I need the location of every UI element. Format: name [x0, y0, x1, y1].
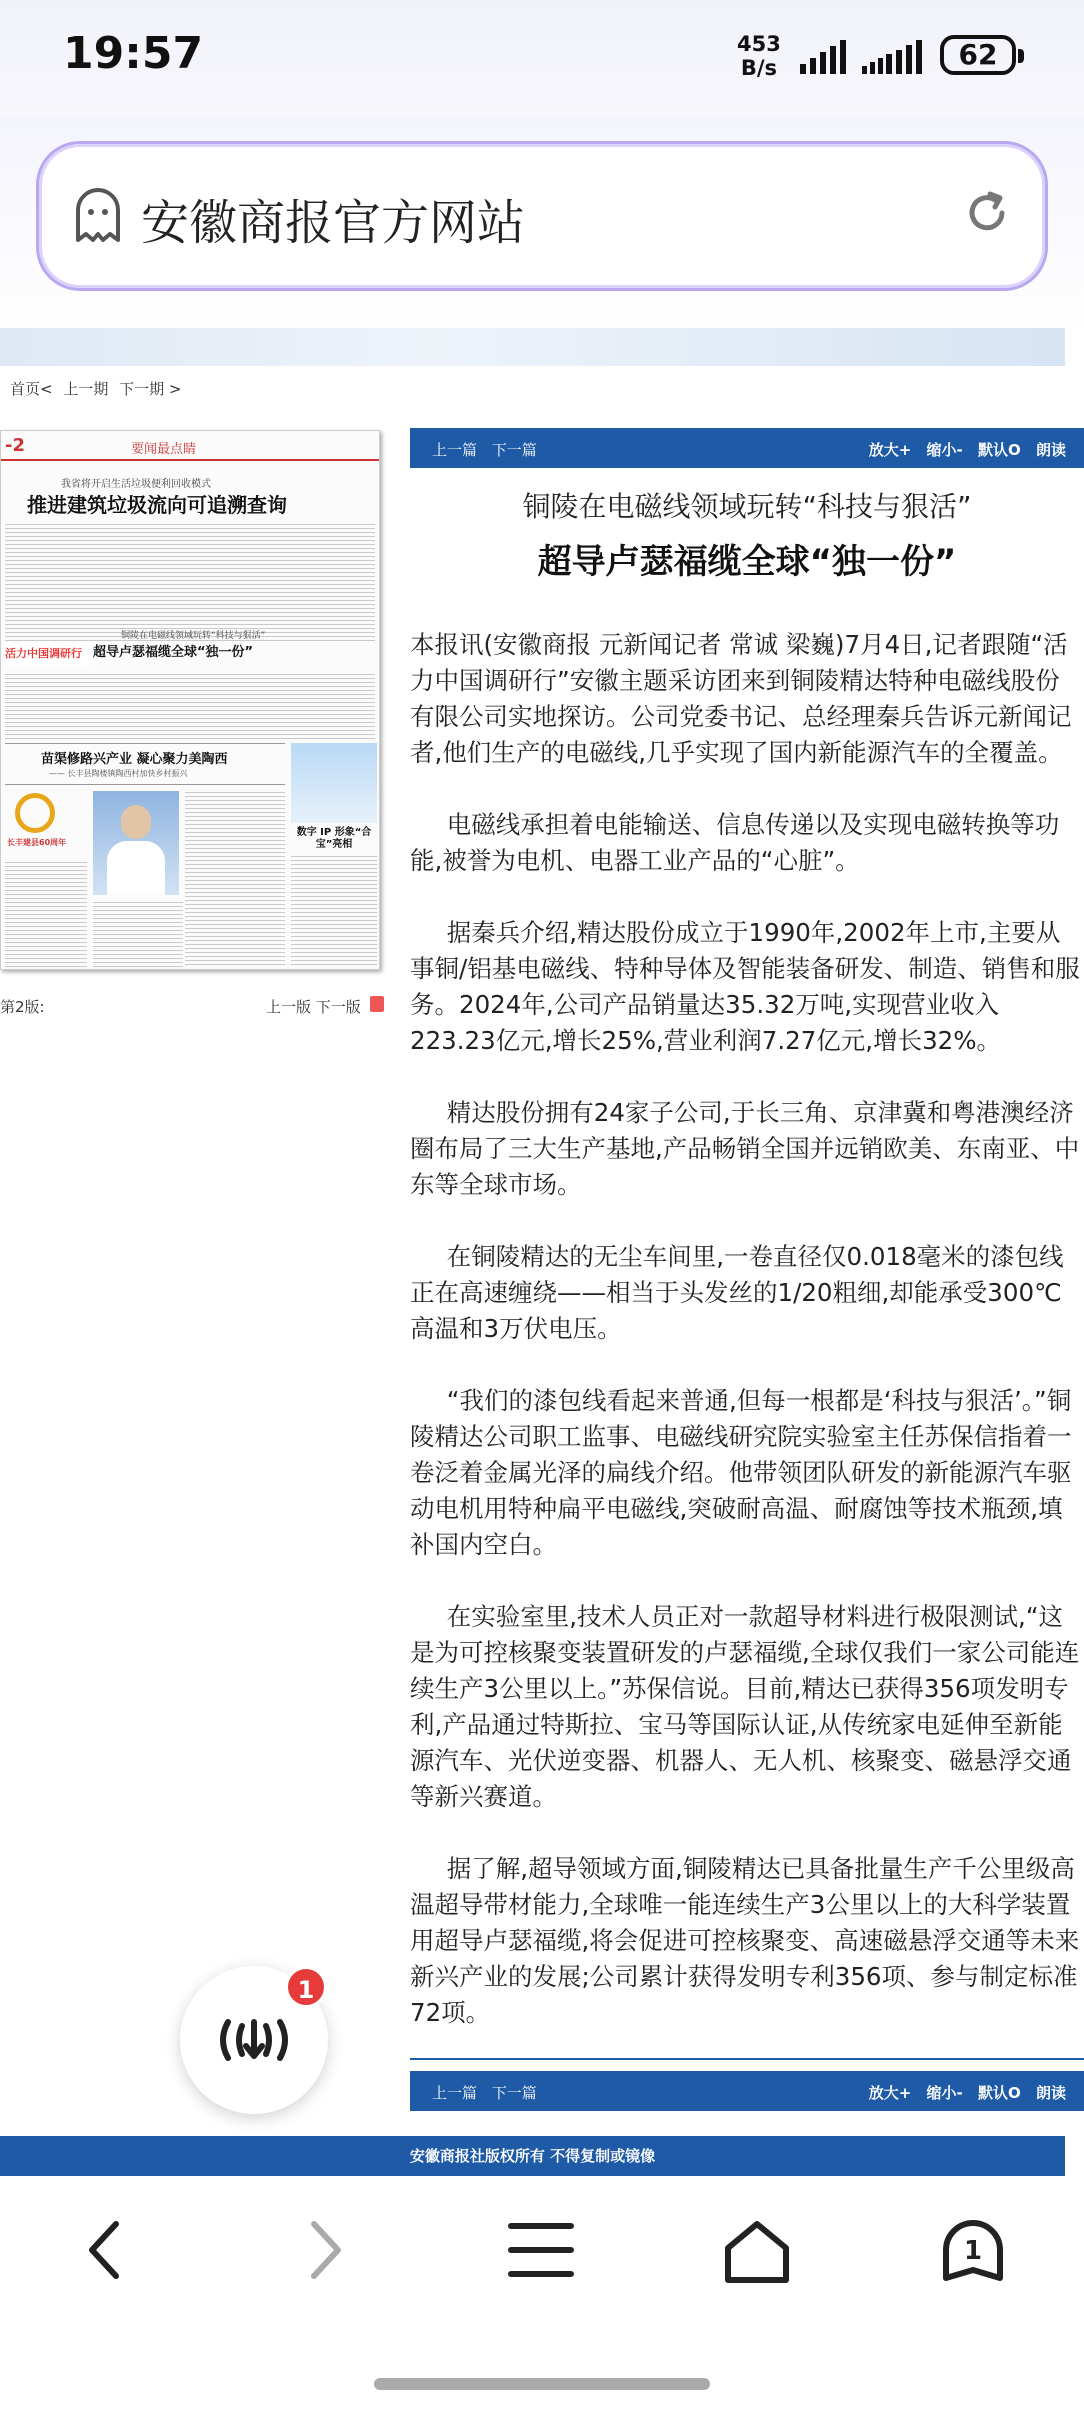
- notification-badge: 1: [285, 1966, 327, 2008]
- menu-icon[interactable]: [508, 2220, 574, 2280]
- next-article-link[interactable]: 下一篇: [491, 2084, 537, 2102]
- thumb-header: -2 要闻最点睛: [1, 431, 380, 461]
- zoom-in-button[interactable]: 放大+: [868, 441, 912, 459]
- article-subtitle: 铜陵在电磁线领域玩转“科技与狠活”: [522, 490, 972, 523]
- banner-strip: [0, 328, 1065, 366]
- prev-issue-link[interactable]: 上一期: [63, 380, 109, 398]
- zoom-out-button[interactable]: 缩小-: [926, 441, 963, 459]
- network-speed: 453 B/s: [737, 32, 781, 80]
- read-aloud-button[interactable]: 朗读: [1035, 441, 1066, 459]
- article-paragraph: 电磁线承担着电能输送、信息传递以及实现电磁转换等功能,被誉为电机、电器工业产品的“心脏”。: [410, 810, 1060, 875]
- read-aloud-button[interactable]: 朗读: [1035, 2084, 1066, 2102]
- page-label: 第2版:: [0, 998, 45, 1016]
- article-paragraph: 据了解,超导领域方面,铜陵精达已具备批量生产千公里级高温超导带材能力,全球唯一能连续生产3公里以上的大科学装置用超导卢瑟福缆,将会促进可控核聚变、高速磁悬浮交通等未来新兴产业的发展;公司累计获得发明专利356项、参与制定标准72项。: [410, 1854, 1080, 2027]
- copyright-footer: 安徽商报社版权所有 不得复制或镜像: [0, 2136, 1065, 2176]
- default-size-button[interactable]: 默认O: [977, 441, 1021, 459]
- address-bar-area: [0, 115, 1084, 335]
- article-toolbar-bottom: [410, 2071, 1084, 2111]
- address-bar[interactable]: [36, 141, 1048, 291]
- breadcrumb: [10, 378, 188, 399]
- signal-2-icon: [862, 40, 926, 74]
- person-photo: [93, 791, 179, 895]
- newspaper-page-thumbnail[interactable]: -2 要闻最点睛 我省将开启生活垃圾便利回收模式 推进建筑垃圾流向可追溯查询 活力中国调研行 铜陵在电磁线领域玩转“科技与狠活” 超导卢瑟福缆全球“独一份” 苗渠修路兴产业 凝心聚力美陶西 —— 长丰县陶楼镇陶西村加快乡村振兴 数字 IP 形象“合宝”亮相 长丰建县60周年: [0, 430, 380, 970]
- thumb-headline-1: 推进建筑垃圾流向可追溯查询: [27, 493, 287, 517]
- home-link[interactable]: 首页<: [10, 380, 53, 398]
- home-indicator[interactable]: [374, 2378, 710, 2390]
- status-bar: [0, 0, 1084, 115]
- article-toolbar-top: [410, 428, 1084, 468]
- signal-icon: [800, 40, 848, 74]
- article-paragraph: 在铜陵精达的无尘车间里,一卷直径仅0.018毫米的漆包线正在高速缠绕——相当于头发丝的1/20粗细,却能承受300℃高温和3万伏电压。: [410, 1242, 1064, 1343]
- anniversary-logo: 长丰建县60周年: [7, 793, 87, 855]
- article-paragraph: 据秦兵介绍,精达股份成立于1990年,2002年上市,主要从事铜/铝基电磁线、特种导体及智能装备研发、制造、销售和服务。2024年,公司产品销量达35.32万吨,实现营业收入223.23亿元,增长25%,营业利润7.27亿元,增长32%。: [410, 918, 1080, 1055]
- page-nav: [266, 996, 361, 1017]
- next-issue-link[interactable]: 下一期 >: [119, 380, 182, 398]
- page-title: 安徽商报官方网站: [141, 195, 526, 251]
- prev-page-link[interactable]: 上一版: [266, 998, 312, 1016]
- forward-icon[interactable]: [306, 2220, 346, 2280]
- article-paragraph: 精达股份拥有24家子公司,于长三角、京津冀和粤港澳经济圈布局了三大生产基地,产品畅销全国并远销欧美、东南亚、中东等全球市场。: [410, 1098, 1080, 1199]
- tabs-count: 1: [963, 2236, 983, 2266]
- tabs-button[interactable]: [940, 2220, 1006, 2284]
- article-body: [410, 627, 1084, 2031]
- zoom-in-button[interactable]: 放大+: [868, 2084, 912, 2102]
- article-paragraph: 在实验室里,技术人员正对一款超导材料进行极限测试,“这是为可控核聚变装置研发的卢瑟福缆,全球仅我们一家公司能连续生产3公里以上。”苏保信说。目前,精达已获得356项发明专利,产品通过特斯拉、宝马等国际认证,从传统家电延伸至新能源汽车、光伏逆变器、机器人、无人机、核聚变、磁悬浮交通等新兴赛道。: [410, 1602, 1080, 1811]
- article-paragraph: 本报讯(安徽商报 元新闻记者 常诚 梁巍)7月4日,记者跟随“活力中国调研行”安徽主题采访团来到铜陵精达特种电磁线股份有限公司实地探访。公司党委书记、总经理秦兵告诉元新闻记者,他们生产的电磁线,几乎实现了国内新能源汽车的全覆盖。: [410, 630, 1072, 767]
- ghost-icon: [73, 188, 123, 244]
- home-icon[interactable]: [724, 2220, 790, 2284]
- reload-icon[interactable]: [962, 188, 1012, 238]
- thumb-text-block: [5, 521, 375, 641]
- article-title: 超导卢瑟福缆全球“独一份”: [537, 542, 957, 582]
- prev-article-link[interactable]: 上一篇: [432, 2084, 478, 2102]
- mascot-image: [291, 743, 377, 823]
- default-size-button[interactable]: 默认O: [977, 2084, 1021, 2102]
- article-paragraph: “我们的漆包线看起来普通,但每一根都是‘科技与狠活’。”铜陵精达公司职工监事、电磁线研究院实验室主任苏保信指着一卷泛着金属光泽的扁线介绍。他带领团队研发的新能源汽车驱动电机用特种扁平电磁线,突破耐高温、耐腐蚀等技术瓶颈,填补国内空白。: [410, 1386, 1072, 1559]
- zoom-out-button[interactable]: 缩小-: [926, 2084, 963, 2102]
- next-article-link[interactable]: 下一篇: [491, 441, 537, 459]
- back-icon[interactable]: [84, 2220, 124, 2280]
- next-page-link[interactable]: 下一版: [315, 998, 361, 1016]
- prev-article-link[interactable]: 上一篇: [432, 441, 478, 459]
- thumb-headline-2: 超导卢瑟福缆全球“独一份”: [93, 641, 253, 660]
- divider: [410, 2058, 1084, 2060]
- battery-icon: 62: [940, 35, 1016, 75]
- clock: 19:57: [63, 28, 204, 79]
- article: [410, 487, 1084, 2067]
- pdf-icon[interactable]: [370, 996, 384, 1012]
